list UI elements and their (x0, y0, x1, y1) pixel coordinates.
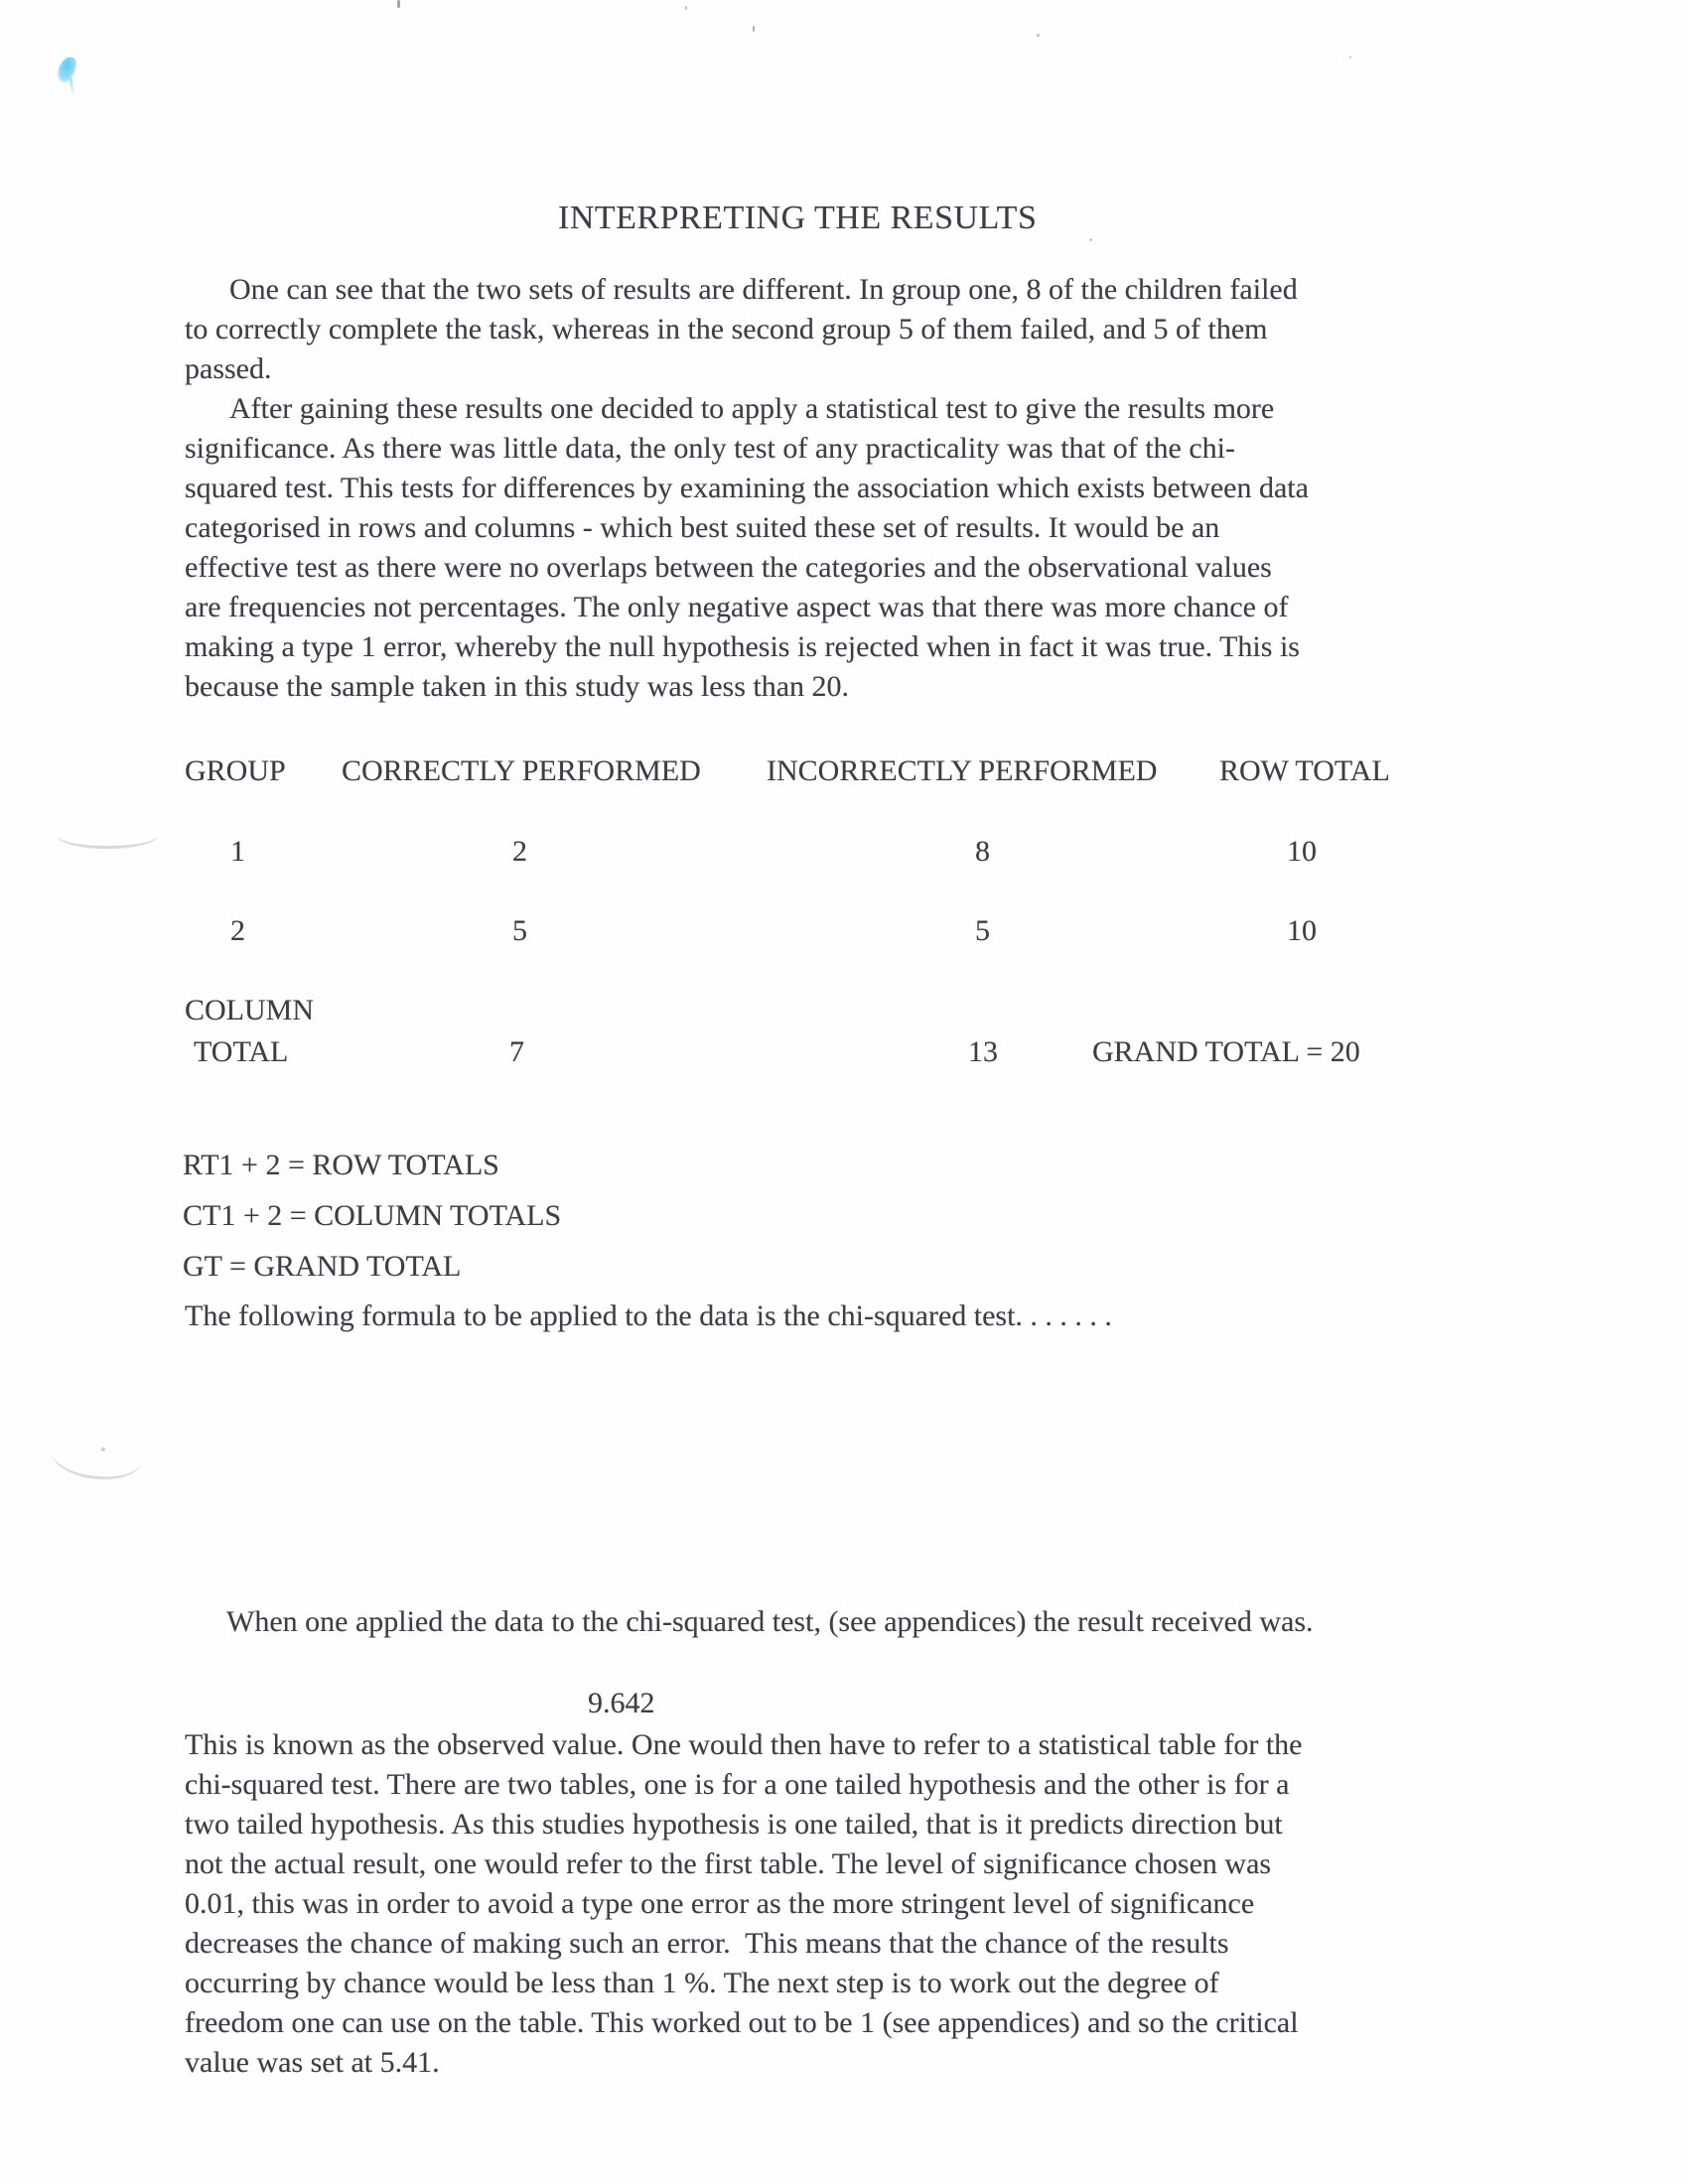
paragraph-line: chi-squared test. There are two tables, one is for a one tailed hypothesis and the other is for a (185, 1768, 1290, 1801)
paragraph-line: 0.01, this was in order to avoid a type one error as the more stringent level of significance (185, 1887, 1255, 1920)
scan-speck (1037, 34, 1040, 37)
paragraph-line: One can see that the two sets of results are different. In group one, 8 of the children failed (229, 273, 1298, 306)
paragraph-line: This is known as the observed value. One would then have to refer to a statistical table for the (185, 1728, 1303, 1761)
scan-speck (1089, 238, 1092, 241)
paragraph-line: are frequencies not percentages. The only negative aspect was that there was more chance of (185, 591, 1289, 623)
observed-value: 9.642 (588, 1687, 655, 1719)
blue-ink-smudge-mark (56, 55, 78, 84)
blue-ink-smudge-tail (69, 77, 74, 97)
pencil-arc-mark-2 (50, 1428, 145, 1483)
scan-speck (1349, 56, 1351, 59)
paragraph-3 (185, 1725, 1476, 2083)
paragraph-line: squared test. This tests for differences by examining the association which exists between data (185, 472, 1309, 504)
col-header-row-total: ROW TOTAL (1219, 754, 1390, 787)
definitions-list (183, 1140, 1076, 1292)
paragraph-line: categorised in rows and columns - which best suited these set of results. It would be an (185, 511, 1220, 544)
column-total-label-line1: COLUMN (185, 994, 315, 1026)
paragraph-2 (185, 389, 1476, 707)
column-total-incorrect: 13 (968, 1035, 998, 1068)
paragraph-line: to correctly complete the task, whereas in the second group 5 of them failed, and 5 of them (185, 313, 1268, 345)
paragraph-line: occurring by chance would be less than 1 %. The next step is to work out the degree of (185, 1967, 1219, 1999)
paragraph-line: not the actual result, one would refer to the first table. The level of significance chosen was (185, 1847, 1272, 1880)
paragraph-line: passed. (185, 352, 272, 385)
paragraph-line: value was set at 5.41. (185, 2046, 440, 2079)
table-cell-group2: 2 (230, 914, 245, 947)
scan-speck (753, 26, 755, 32)
table-cell-group1: 1 (230, 835, 245, 868)
page-title: INTERPRETING THE RESULTS (558, 200, 1038, 236)
paragraph-line: significance. As there was little data, the only test of any practicality was that of the chi- (185, 432, 1235, 465)
pencil-arc-dot (101, 1447, 105, 1451)
col-header-group: GROUP (185, 754, 286, 787)
grand-total: GRAND TOTAL = 20 (1092, 1035, 1360, 1068)
pencil-arc-mark-1 (57, 822, 158, 849)
definition-line: GT = GRAND TOTAL (183, 1250, 462, 1283)
paragraph-line: After gaining these results one decided to apply a statistical test to give the results more (229, 392, 1275, 425)
paragraph-line: making a type 1 error, whereby the null hypothesis is rejected when in fact it was true. This is (185, 630, 1300, 663)
table-cell-group2-rowtotal: 10 (1287, 914, 1317, 947)
table-cell-group1-correct: 2 (512, 835, 527, 868)
paragraph-line: effective test as there were no overlaps between the categories and the observational values (185, 551, 1272, 584)
paragraph-line: two tailed hypothesis. As this studies hypothesis is one tailed, that is it predicts direction but (185, 1808, 1283, 1841)
definition-line: RT1 + 2 = ROW TOTALS (183, 1149, 499, 1181)
table-cell-group2-correct: 5 (512, 914, 527, 947)
col-header-incorrectly-performed: INCORRECTLY PERFORMED (767, 754, 1158, 787)
column-total-correct: 7 (509, 1035, 524, 1068)
scan-speck (685, 6, 687, 10)
formula-sentence: The following formula to be applied to the data is the chi-squared test. . . . . . . (185, 1299, 1112, 1332)
column-total-label-line2: TOTAL (194, 1035, 289, 1068)
table-cell-group2-incorrect: 5 (975, 914, 990, 947)
paragraph-1 (185, 270, 1476, 389)
paragraph-line: decreases the chance of making such an error. This means that the chance of the results (185, 1927, 1229, 1960)
scan-speck (397, 0, 400, 8)
definition-line: CT1 + 2 = COLUMN TOTALS (183, 1199, 562, 1232)
table-cell-group1-rowtotal: 10 (1287, 835, 1317, 868)
result-sentence: When one applied the data to the chi-squared test, (see appendices) the result received was. (226, 1605, 1314, 1638)
table-cell-group1-incorrect: 8 (975, 835, 990, 868)
paragraph-line: because the sample taken in this study was less than 20. (185, 670, 850, 703)
paragraph-line: freedom one can use on the table. This worked out to be 1 (see appendices) and so the critical (185, 2006, 1299, 2039)
col-header-correctly-performed: CORRECTLY PERFORMED (342, 754, 701, 787)
